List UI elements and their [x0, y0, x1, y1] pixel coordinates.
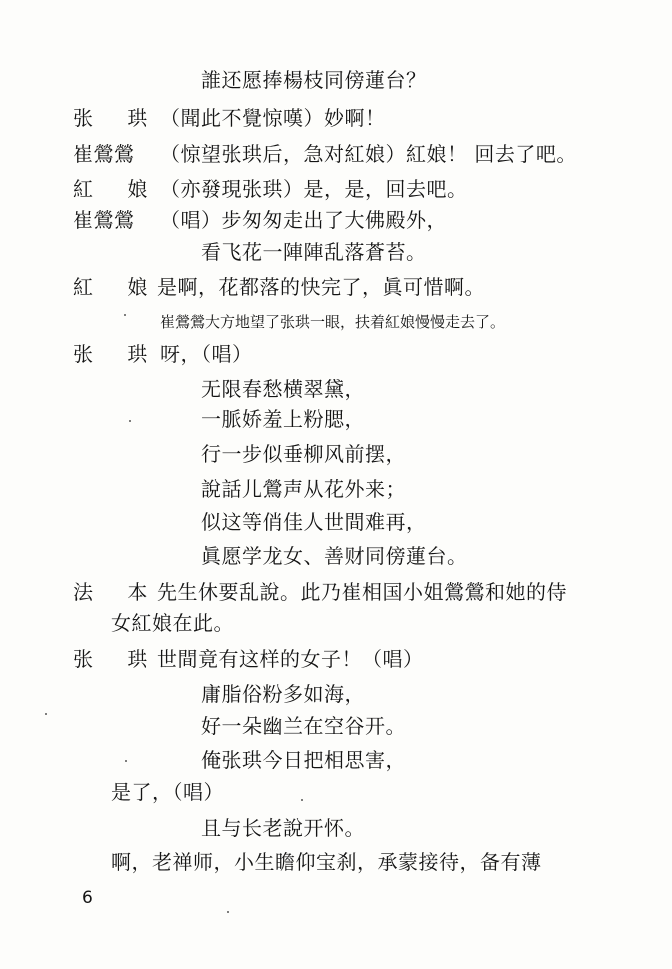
scan-speck	[45, 713, 47, 715]
speaker-name: 张 珙	[73, 647, 162, 671]
sung-line: 无限春愁横翠黛，	[201, 377, 365, 401]
speaker-name: 紅 娘	[73, 177, 162, 201]
speaker-name: 崔鶯鶯	[73, 142, 135, 166]
dialogue-text: （惊望张珙后，急对紅娘）紅娘！ 回去了吧。	[160, 142, 577, 166]
dialogue-text: 世間竟有这样的女子！（唱）	[157, 647, 424, 671]
page-number: 6	[82, 888, 93, 908]
stage-direction: 崔鶯鶯大方地望了张珙一眼，扶着紅娘慢慢走去了。	[160, 313, 506, 331]
dialogue-text: 女紅娘在此。	[111, 611, 234, 635]
dialogue-text: 呀，（唱）	[160, 342, 253, 366]
scan-speck	[301, 799, 303, 801]
sung-line: （唱）步匆匆走出了大佛殿外，	[160, 208, 447, 232]
sung-line: 且与长老說开怀。	[201, 816, 365, 840]
sung-line: 好一朵幽兰在空谷开。	[201, 714, 406, 738]
dialogue-text: 先生休要乱說。此乃崔相国小姐鶯鶯和她的侍	[157, 580, 567, 604]
sung-line: 似这等俏佳人世間难再，	[201, 510, 427, 534]
dialogue-text: 是了，（唱）	[111, 780, 224, 804]
dialogue-text: （聞此不覺惊嘆）妙啊！	[160, 106, 386, 130]
speaker-name: 张 珙	[73, 342, 162, 366]
sung-line: 說話儿鶯声从花外来；	[201, 477, 406, 501]
scan-speck	[124, 314, 126, 316]
verse-line: 誰还愿捧楊枝同傍蓮台？	[201, 68, 427, 92]
speaker-name: 崔鶯鶯	[73, 208, 135, 232]
dialogue-text: 啊，老禅师，小生瞻仰宝刹，承蒙接待，备有薄	[111, 850, 542, 874]
scan-speck	[125, 760, 127, 762]
sung-line: 行一步似垂柳风前摆，	[201, 442, 406, 466]
dialogue-text: （亦發現张珙）是，是，回去吧。	[160, 177, 468, 201]
sung-line: 眞愿学龙女、善财同傍蓮台。	[201, 544, 468, 568]
sung-line: 俺张珙今日把相思害，	[201, 748, 406, 772]
sung-line: 一脈娇羞上粉腮，	[201, 407, 365, 431]
scan-speck	[227, 911, 229, 913]
speaker-name: 法 本	[73, 580, 162, 604]
sung-line: 庸脂俗粉多如海，	[201, 682, 365, 706]
dialogue-text: 是啊，花都落的快完了，眞可惜啊。	[157, 275, 485, 299]
sung-line: 看飞花一陣陣乱落蒼苔。	[201, 240, 427, 264]
speaker-name: 紅 娘	[73, 275, 162, 299]
speaker-name: 张 珙	[73, 106, 162, 130]
scan-speck	[129, 420, 131, 422]
